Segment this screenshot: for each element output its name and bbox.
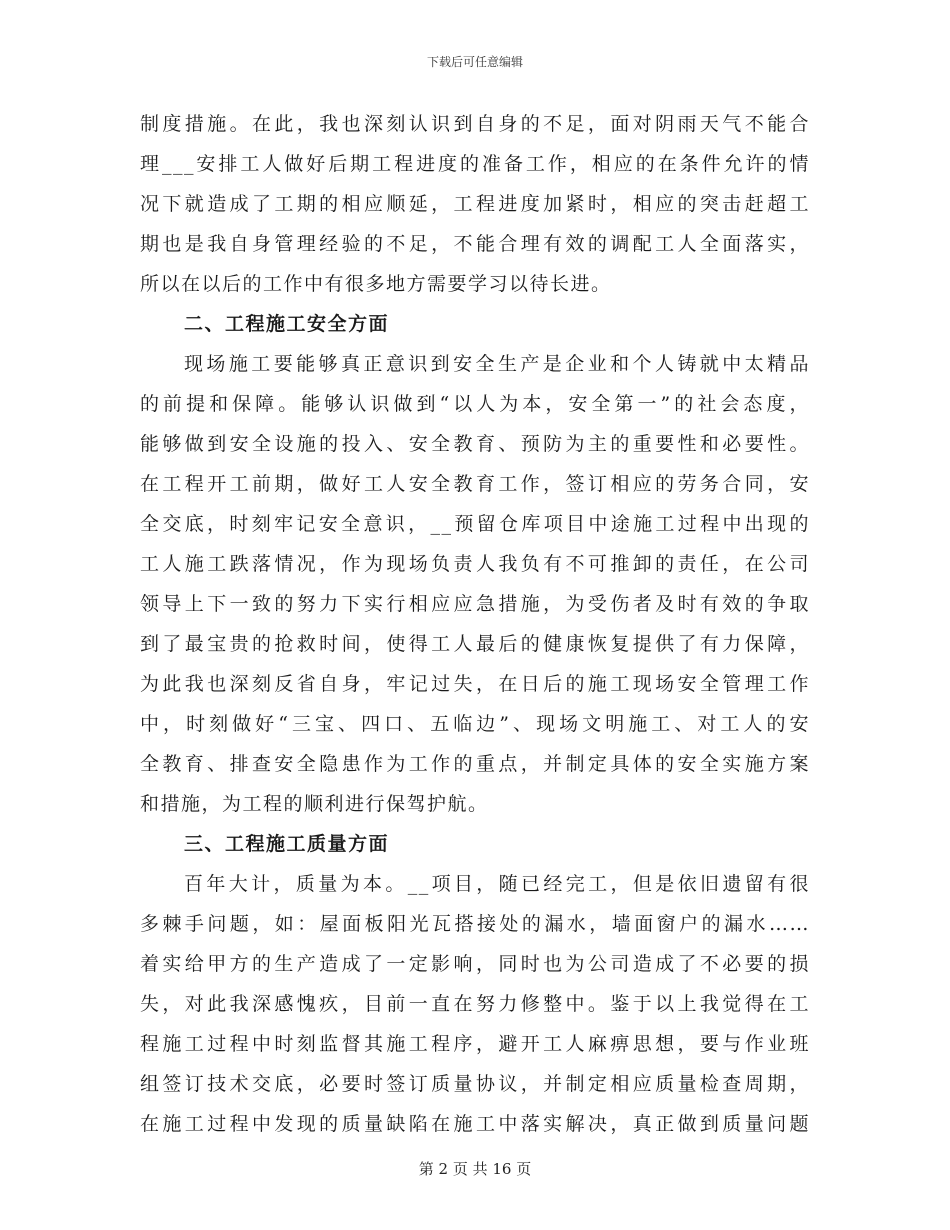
text-line: 况下就造成了工期的相应顺延，工程进度加紧时，相应的突击赶超工 <box>140 193 810 215</box>
text-line: 所以在以后的工作中有很多地方需要学习以待长进。 <box>140 273 612 295</box>
text-line: 多棘手问题，如：屋面板阳光瓦搭接处的漏水，墙面窗户的漏水…… <box>140 913 810 935</box>
text-line: 现场施工要能够真正意识到安全生产是企业和个人铸就中太精品 <box>184 353 810 375</box>
paragraph-safety <box>140 344 810 824</box>
text-line: 工人施工跌落情况，作为现场负责人我负有不可推卸的责任，在公司 <box>140 553 810 575</box>
document-body <box>140 104 810 1144</box>
text-line: 在工程开工前期，做好工人安全教育工作，签订相应的劳务合同，安 <box>140 473 810 495</box>
text-line: 全交底，时刻牢记安全意识，__预留仓库项目中途施工过程中出现的 <box>140 513 810 535</box>
section-heading-safety: 二、工程施工安全方面 <box>184 313 390 335</box>
text-line: 全教育、排查安全隐患作为工作的重点，并制定具体的安全实施方案 <box>140 753 810 775</box>
section-heading-quality: 三、工程施工质量方面 <box>184 833 390 855</box>
text-line: 制度措施。在此，我也深刻认识到自身的不足，面对阴雨天气不能合 <box>140 113 810 135</box>
text-line: 能够做到安全设施的投入、安全教育、预防为主的重要性和必要性。 <box>140 433 810 455</box>
text-line: 和措施，为工程的顺利进行保驾护航。 <box>140 793 489 815</box>
paragraph-quality <box>140 864 810 1144</box>
text-line: 为此我也深刻反省自身，牢记过失，在日后的施工现场安全管理工作 <box>140 673 810 695</box>
text-line: 期也是我自身管理经验的不足，不能合理有效的调配工人全面落实， <box>140 233 810 255</box>
text-line: 组签订技术交底，必要时签订质量协议，并制定相应质量检查周期， <box>140 1073 810 1095</box>
text-line: 失，对此我深感愧疚，目前一直在努力修整中。鉴于以上我觉得在工 <box>140 993 810 1015</box>
text-line: 中，时刻做好“三宝、四口、五临边”、现场文明施工、对工人的安 <box>140 713 810 735</box>
text-line: 的前提和保障。能够认识做到“以人为本，安全第一”的社会态度， <box>140 393 810 415</box>
text-line: 百年大计，质量为本。__项目，随已经完工，但是依旧遗留有很 <box>184 873 810 895</box>
page-footer: 第 2 页 共 16 页 <box>418 1160 532 1178</box>
text-line: 在施工过程中发现的质量缺陷在施工中落实解决，真正做到质量问题 <box>140 1113 810 1135</box>
paragraph-1 <box>140 104 810 304</box>
text-line: 着实给甲方的生产造成了一定影响，同时也为公司造成了不必要的损 <box>140 953 810 975</box>
text-line: 领导上下一致的努力下实行相应应急措施，为受伤者及时有效的争取 <box>140 593 810 615</box>
text-line: 理___安排工人做好后期工程进度的准备工作，相应的在条件允许的情 <box>140 153 810 175</box>
text-line: 程施工过程中时刻监督其施工程序，避开工人麻痹思想，要与作业班 <box>140 1033 810 1055</box>
page-header: 下载后可任意编辑 <box>426 55 523 69</box>
text-line: 到了最宝贵的抢救时间，使得工人最后的健康恢复提供了有力保障， <box>140 633 810 655</box>
